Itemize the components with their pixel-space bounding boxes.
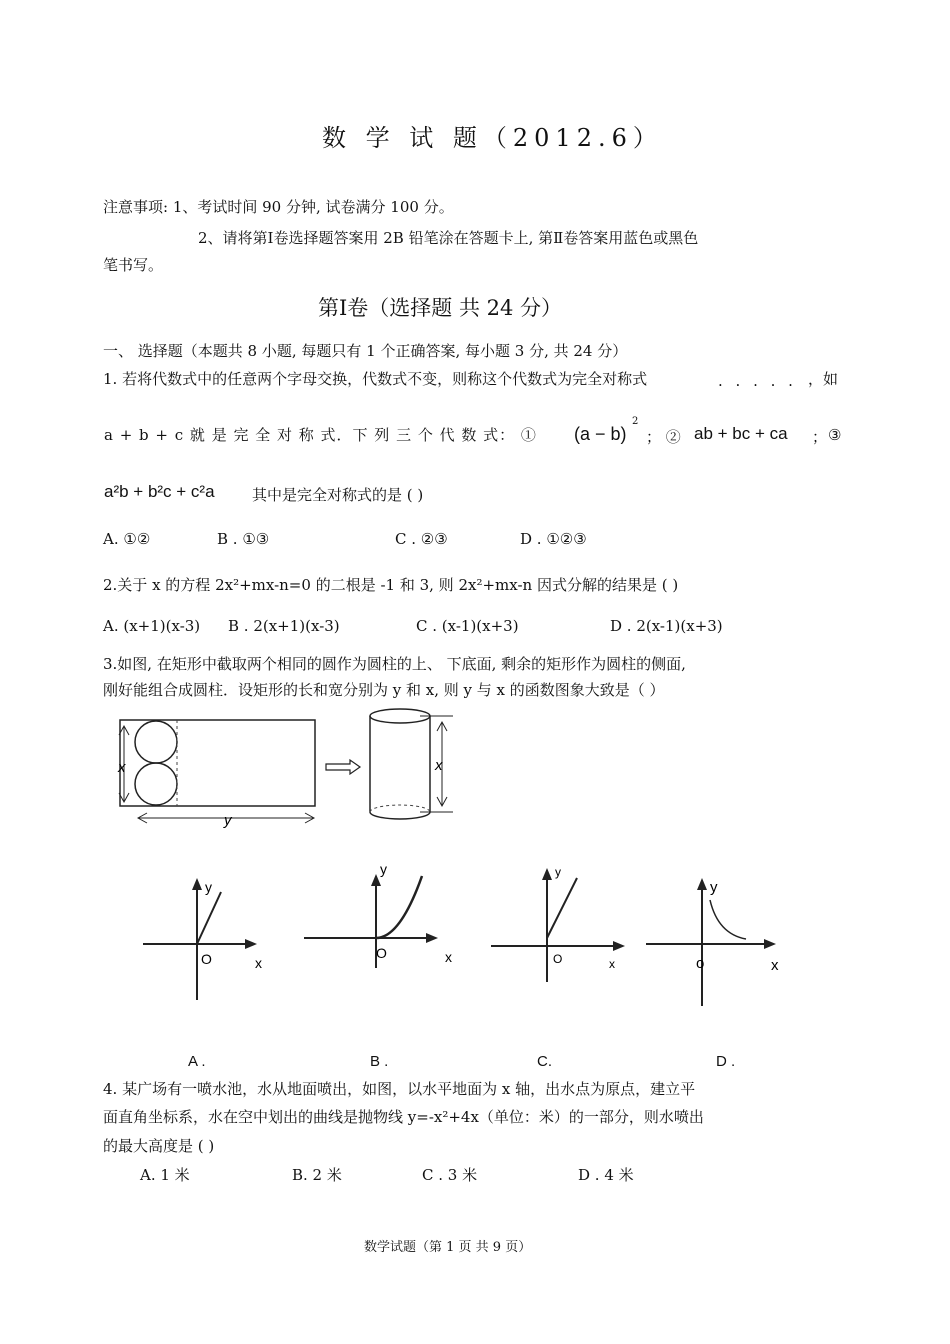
q3-figure-label-x-right: x	[435, 757, 443, 774]
q4-option-d: D . 4 米	[578, 1166, 634, 1184]
q4-line-1: 4. 某广场有一喷水池，水从地面喷出，如图，以水平地面为 x 轴，出水点为原点，建立平	[103, 1080, 696, 1098]
q1-option-c: C . ②③	[395, 530, 448, 548]
q2-option-b: B . 2(x+1)(x-3)	[228, 617, 340, 635]
q2-option-a: A. (x+1)(x-3)	[103, 617, 201, 635]
q3-option-c: C.	[537, 1053, 552, 1070]
q4-line-3: 的最大高度是 ( )	[103, 1137, 215, 1155]
section-title: 第Ⅰ卷（选择题 共 24 分）	[318, 296, 563, 320]
q3-graph-d-origin: o	[696, 955, 705, 972]
q1-line-2-prefix: a + b + c 就 是 完 全 对 称 式．下 列 三 个 代 数 式： ①	[104, 426, 537, 444]
q3-option-a: A .	[188, 1053, 206, 1070]
q3-graph-d-y-label: y	[710, 879, 718, 896]
q3-option-b: B .	[370, 1053, 389, 1070]
page-title: 数 学 试 题（2012.6）	[322, 124, 663, 152]
notes-line-3: 笔书写。	[103, 256, 164, 274]
q1-option-b: B . ①③	[217, 530, 270, 548]
q1-option-a: A. ①②	[103, 530, 151, 548]
q4-option-b: B. 2 米	[292, 1166, 342, 1184]
part-heading: 一、 选择题（本题共 8 小题, 每题只有 1 个正确答案, 每小题 3 分, 共 24 分）	[103, 342, 628, 360]
q3-figure-label-x-left: x	[118, 759, 126, 776]
q3-graph-d	[640, 872, 790, 1012]
q1-expr-3: a²b + b²c + c²a	[104, 482, 215, 501]
q4-option-a: A. 1 米	[140, 1166, 190, 1184]
q1-expr-1-exponent: 2	[632, 416, 639, 427]
q3-rectangle-cylinder-figure	[110, 702, 470, 832]
page-footer: 数学试题（第 1 页 共 9 页）	[364, 1240, 532, 1255]
notes-line-1: 注意事项: 1、考试时间 90 分钟, 试卷满分 100 分。	[103, 198, 454, 216]
q3-option-d: D .	[716, 1053, 736, 1070]
q1-expr-1: (a − b)	[574, 424, 627, 444]
q3-graph-c-origin: O	[553, 952, 563, 966]
q1-circled-3: ③	[828, 426, 842, 444]
q3-line-1: 3.如图, 在矩形中截取两个相同的圆作为圆柱的上、 下底面, 剩余的矩形作为圆柱的侧面,	[103, 655, 686, 673]
q3-graph-b-y-label: y	[380, 861, 387, 877]
q3-graph-c	[485, 860, 635, 985]
q3-graph-a	[135, 872, 275, 1007]
q3-graph-a-origin: O	[201, 951, 212, 967]
q1-separator: ； ②	[646, 428, 681, 446]
q3-figure-label-y: y	[224, 812, 232, 829]
q1-option-d: D . ①②③	[520, 530, 587, 548]
notes-line-2: 2、请将第Ⅰ卷选择题答案用 2B 铅笔涂在答题卡上, 第Ⅱ卷答案用蓝色或黑色	[198, 229, 699, 247]
q1-line-1: 1. 若将代数式中的任意两个字母交换，代数式不变，则称这个代数式为完全对称式	[103, 370, 648, 388]
q3-graph-a-x-label: x	[255, 955, 262, 971]
q3-graph-c-x-label: x	[609, 957, 615, 971]
q3-graph-b-x-label: x	[445, 949, 452, 965]
q3-line-2: 刚好能组合成圆柱．设矩形的长和宽分别为 y 和 x, 则 y 与 x 的函数图象大致是（ ）	[103, 681, 665, 699]
q1-line-3-suffix: 其中是完全对称式的是 ( )	[252, 486, 424, 504]
q2-option-d: D . 2(x-1)(x+3)	[610, 617, 723, 635]
q4-line-2: 面直角坐标系，水在空中划出的曲线是抛物线 y=-x²+4x（单位：米）的一部分，则水喷出	[103, 1108, 704, 1126]
q3-graph-b-origin: O	[376, 945, 387, 961]
q3-graph-d-x-label: x	[771, 957, 779, 974]
q4-option-c: C . 3 米	[422, 1166, 478, 1184]
q3-graph-b	[300, 856, 460, 976]
q1-ru: ，如	[808, 370, 839, 388]
q1-emphasis-dots: . . . . .	[718, 372, 797, 390]
q3-graph-c-y-label: y	[555, 865, 561, 879]
q2-option-c: C . (x-1)(x+3)	[416, 617, 519, 635]
q1-semicolon: ；	[812, 428, 828, 446]
q3-graph-a-y-label: y	[205, 879, 212, 895]
q2-text: 2.关于 x 的方程 2x²+mx-n=0 的二根是 -1 和 3, 则 2x²+mx-n 因式分解的结果是 ( )	[103, 576, 679, 594]
q1-expr-2: ab + bc + ca	[694, 424, 788, 443]
